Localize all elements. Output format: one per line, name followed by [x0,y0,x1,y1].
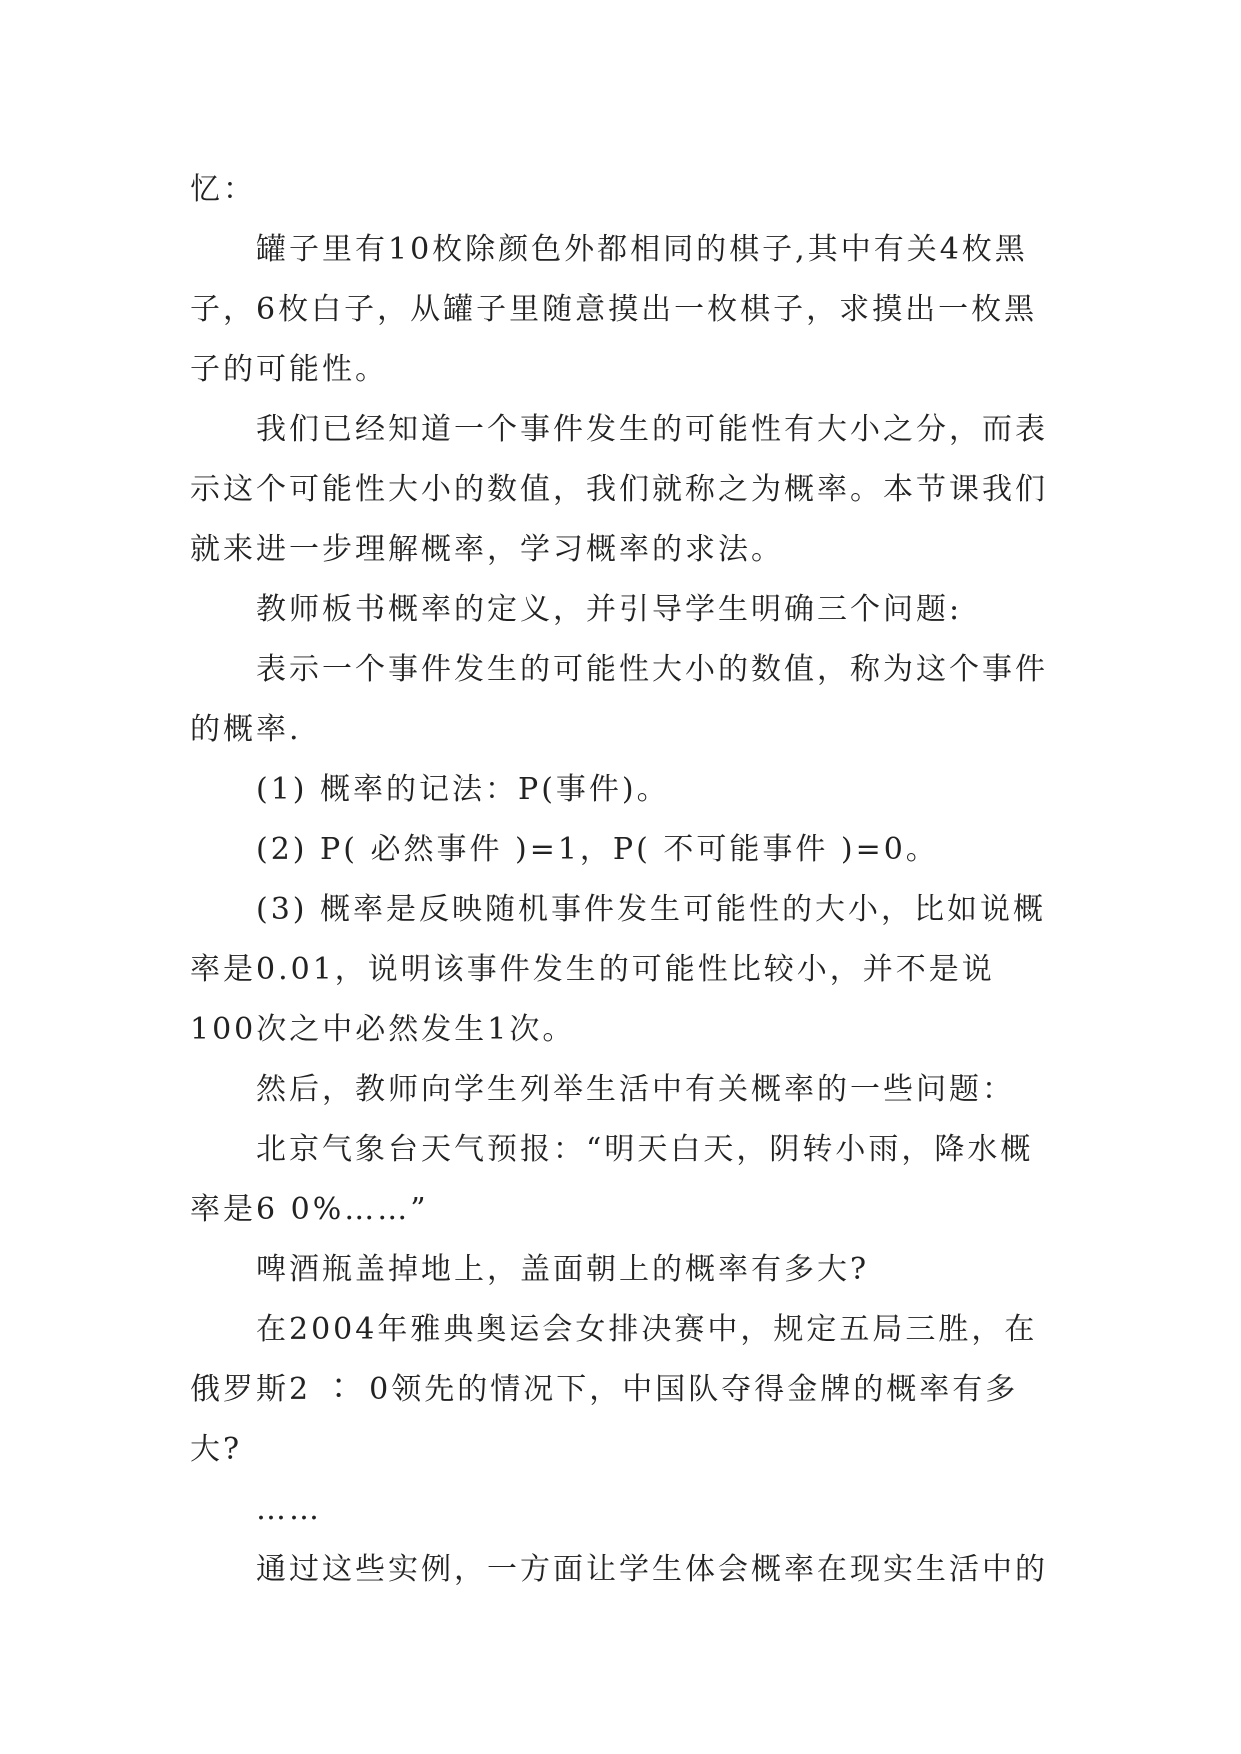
paragraph-2: 罐子里有10枚除颜色外都相同的棋子,其中有关4枚黑子，6枚白子，从罐子里随意摸出一枚棋子，求摸出一枚黑子的可能性。 [190,232,1038,387]
paragraph-7: (2) P( 必然事件 )=1，P( 不可能事件 )=0。 [256,832,939,867]
paragraph-14: 通过这些实例，一方面让学生体会概率在现实生活中的 [256,1552,1048,1587]
paragraph-6: (1) 概率的记法：P(事件)。 [256,772,670,807]
document-body [190,160,1050,1600]
paragraph-4: 教师板书概率的定义，并引导学生明确三个问题: [256,592,963,627]
paragraph-8: (3) 概率是反映随机事件发生可能性的大小，比如说概率是0.01，说明该事件发生的可能性比较小，并不是说100次之中必然发生1次。 [190,892,1047,1047]
paragraph-12: 在2004年雅典奥运会女排决赛中，规定五局三胜，在俄罗斯2 ∶ 0领先的情况下，中国队夺得金牌的概率有多大? [190,1312,1038,1467]
paragraph-10: 北京气象台天气预报：“明天白天，阴转小雨，降水概率是6 0%……” [190,1132,1034,1227]
paragraph-5: 表示一个事件发生的可能性大小的数值，称为这个事件的概率. [190,652,1048,747]
paragraph-9: 然后，教师向学生列举生活中有关概率的一些问题： [256,1072,1015,1107]
paragraph-13: …… [256,1492,322,1527]
paragraph-11: 啤酒瓶盖掉地上，盖面朝上的概率有多大? [256,1252,870,1287]
paragraph-3: 我们已经知道一个事件发生的可能性有大小之分，而表示这个可能性大小的数值，我们就称之为概率。本节课我们就来进一步理解概率，学习概率的求法。 [190,412,1048,567]
paragraph-1: 忆： [190,172,256,207]
